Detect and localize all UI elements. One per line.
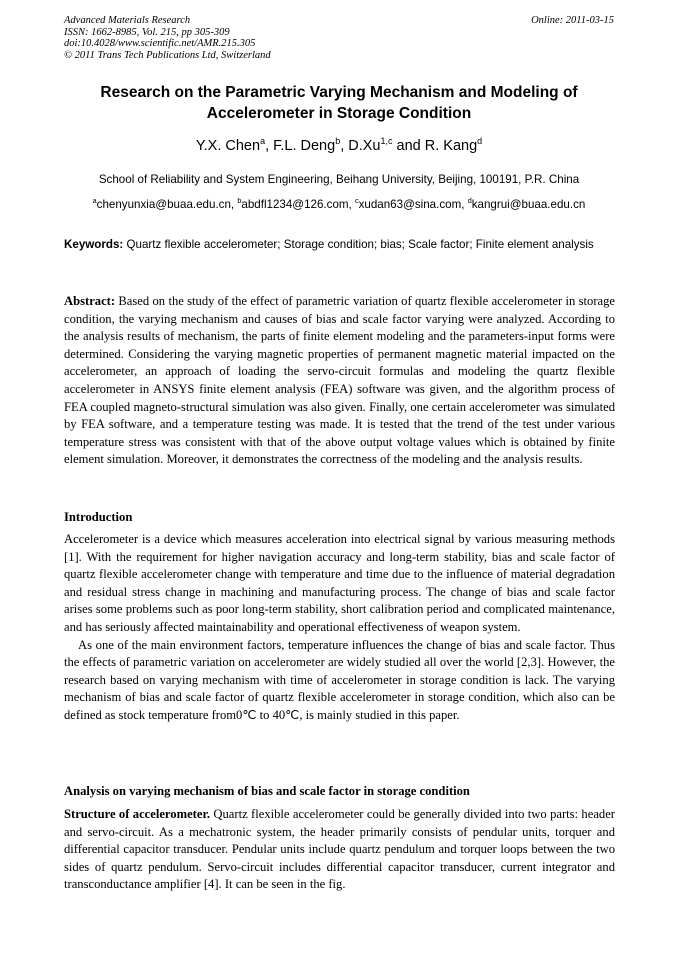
email-address: chenyunxia@buaa.edu.cn bbox=[96, 198, 231, 211]
intro-paragraph-2: As one of the main environment factors, temperature influences the change of bias and scale factor. Thus the effects of parametric variation on accelerometer are widely studied all over the world [2,3]. However, the research based on varying mechanism with time of accelerometer in storage condition is lack. The varying mechanism of bias and scale factor of quartz flexible accelerometer in storage condition, which also can be defined as stock temperature from0℃ to 40℃, is mainly studied in this paper. bbox=[64, 637, 615, 722]
keywords-block bbox=[64, 236, 614, 253]
email-address: abdfl1234@126.com bbox=[241, 198, 349, 211]
copyright-line: © 2011 Trans Tech Publications Ltd, Switzerland bbox=[64, 49, 271, 61]
structure-label: Structure of accelerometer. bbox=[64, 807, 211, 821]
email-mark: d bbox=[467, 196, 472, 206]
abstract-label: Abstract: bbox=[64, 294, 116, 308]
email-mark: b bbox=[237, 196, 242, 206]
journal-header bbox=[64, 15, 271, 61]
email-mark: a bbox=[92, 196, 97, 206]
journal-name: Advanced Materials Research bbox=[64, 15, 191, 26]
structure-paragraph bbox=[64, 806, 615, 894]
introduction-heading: Introduction bbox=[64, 510, 133, 524]
email-mark: c bbox=[355, 196, 359, 206]
structure-text: Quartz flexible accelerometer could be generally divided into two parts: header and servo-circuit. As a mechatronic system, the header primarily consists of pendular units, torquer and differential capacitor transducer. Pendular units include quartz pendulum and torquer loops between the two sides of quartz pendulum. Servo-circuit includes differential capacitor transducer, current integrator and transconductance amplifier [4]. It can be seen in the fig. bbox=[64, 807, 615, 892]
keywords-text: Quartz flexible accelerometer; Storage condition; bias; Scale factor; Finite element analysis bbox=[126, 238, 594, 251]
keywords-label: Keywords: bbox=[64, 238, 124, 251]
author-affil-mark: a bbox=[260, 136, 266, 147]
abstract-text: Based on the study of the effect of parametric variation of quartz flexible accelerometer in storage condition, the varying mechanism and causes of bias and scale factor varying were analyzed. According to the analysis results of mechanism, the parts of finite element modeling and the parameters-input forms were determined. Considering the varying magnetic properties of permanent magnetic material impacted on the accelerometer, an approach of loading the servo-circuit formulas and modeling the quartz flexible accelerometer in ANSYS finite element analysis (FEA) software was given, and the algorithm process of FEA coupled magneto-structural simulation was also given. Finally, one certain accelerometer was simulated by FEA software, and a temperature testing was made. It is tested that the trend of the test under various temperature stress was consistent with that of the above output voltage values which is obtained by finite element simulation. Moreover, it demonstrates the correctness of the modeling and the analysis results. bbox=[64, 294, 616, 467]
author-conjunction: and bbox=[392, 138, 425, 154]
author-affil-mark: b bbox=[335, 136, 341, 147]
author-name: D.Xu bbox=[348, 138, 381, 154]
intro-paragraph-1: Accelerometer is a device which measures acceleration into electrical signal by various measuring methods [1]. With the requirement for higher navigation accuracy and long-term stability, bias and scale factor of quartz flexible accelerometer change with temperature and time due to the influence of material degradation and residual stress change in machining and manufacturing process. The change of bias and scale factor arises some problems such as poor long-term stability, short calibration period and complicated maintenance, and has seriously affected maintainability and operational effectiveness of weapon system. bbox=[64, 532, 615, 634]
email-address: xudan63@sina.com bbox=[358, 198, 462, 211]
author-name: F.L. Deng bbox=[273, 138, 336, 154]
analysis-heading: Analysis on varying mechanism of bias and scale factor in storage condition bbox=[64, 784, 470, 798]
paper-title: Research on the Parametric Varying Mechanism and Modeling of Accelerometer in Storage Condition bbox=[100, 84, 578, 122]
doi-line: doi:10.4028/www.scientific.net/AMR.215.305 bbox=[64, 38, 256, 49]
author-separator: , bbox=[340, 138, 349, 154]
affiliation: School of Reliability and System Engineering, Beihang University, Beijing, 100191, P.R. China bbox=[98, 173, 580, 186]
author-list bbox=[64, 138, 614, 154]
author-affil-mark: d bbox=[477, 136, 483, 147]
author-separator: , bbox=[265, 138, 274, 154]
issn-line: ISSN: 1662-8985, Vol. 215, pp 305-309 bbox=[64, 26, 230, 38]
introduction-body bbox=[64, 531, 615, 725]
email-list: $^a$chenyunxia@buaa.edu.cn, $^b$abdfl1234@126.com, $^c$xudan63@sina.com, $^d$kangrui@buaa.edu.cn bbox=[92, 196, 586, 211]
author-name: R. Kang bbox=[424, 138, 478, 154]
author-name: Y.X. Chen bbox=[195, 138, 261, 154]
email-address: kangrui@buaa.edu.cn bbox=[471, 198, 586, 211]
author-affil-mark: 1,c bbox=[380, 136, 393, 147]
abstract-block bbox=[64, 293, 615, 469]
online-date: Online: 2011-03-15 bbox=[531, 15, 614, 26]
